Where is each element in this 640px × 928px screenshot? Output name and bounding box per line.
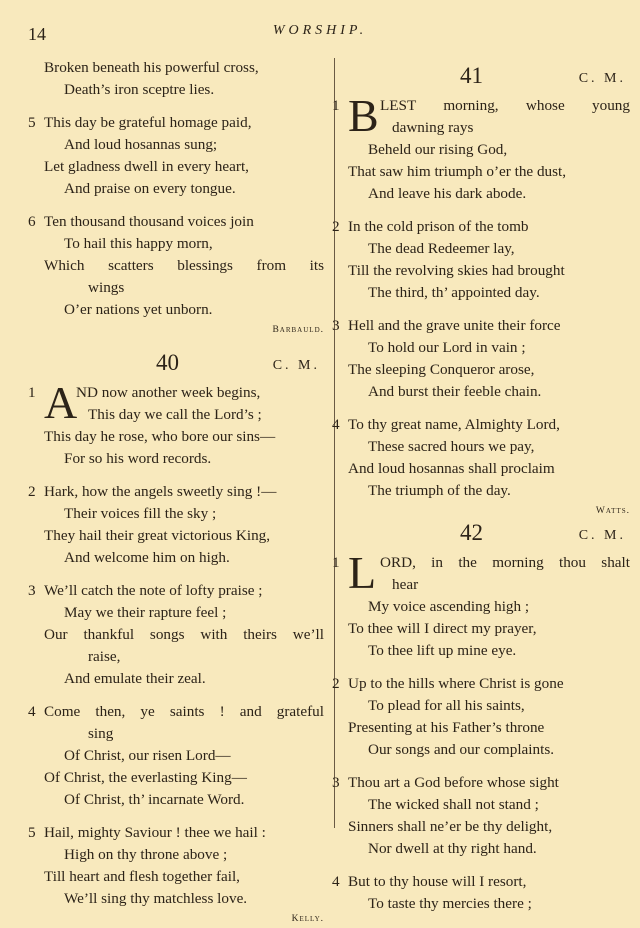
verse-line: High on thy throne above ; [64,846,228,863]
verse-line: 2 Hark, how the angels sweetly sing !— [28,481,324,503]
verse-line: And emulate their zeal. [64,670,206,687]
verse-line: Presenting at his Father’s throne [348,719,545,736]
verse-number: 2 [332,218,340,235]
verse-line: This day we call the Lord’s ; [88,406,262,423]
verse-line: sing [88,725,114,742]
verse-line: 1 B LEST morning, whose young [332,90,630,141]
hymn-number: 41 [460,63,483,88]
verse-line: They hail their great victorious King, [44,527,271,544]
verse-number: 6 [28,213,36,230]
verse-line: And burst their feeble chain. [368,383,542,400]
author-credit: Watts. [595,506,630,516]
verse-line: Broken beneath his powerful cross, [44,59,259,76]
verse-line: Of Christ, our risen Lord— [64,747,231,764]
verse-line: That saw him triumph o’er the dust, [348,163,567,180]
verse-number: 4 [28,703,36,720]
verse-line: Sinners shall ne’er be thy delight, [348,818,553,835]
meter-label: C. M. [272,358,320,373]
verse-number: 3 [332,317,340,334]
verse-line: 4 But to thy house will I resort, [332,871,630,893]
verse-line: Of Christ, th’ incarnate Word. [64,791,245,808]
verse-line: And leave his dark abode. [368,185,527,202]
verse-line: Let gladness dwell in every heart, [44,158,249,175]
meter-label: C. M. [578,71,626,86]
verse-line: Beheld our rising God, [368,141,508,158]
verse-line: 3 We’ll catch the note of lofty praise ; [28,580,324,602]
verse-line: 2 Up to the hills where Christ is gone [332,673,630,695]
verse-line: To thee lift up mine eye. [368,642,517,659]
verse-number: 4 [332,416,340,433]
verse-line: 1 A ND now another week begins, [28,377,261,428]
verse-line: My voice ascending high ; [368,598,530,615]
verse-line: Till heart and flesh together fail, [44,868,240,885]
verse-line: Till the revolving skies had brought [348,262,565,279]
verse-number: 5 [28,824,36,841]
verse-line: The dead Redeemer lay, [368,240,515,257]
verse-line: May we their rapture feel ; [64,604,227,621]
verse-line: 4 To thy great name, Almighty Lord, [332,414,630,436]
verse-line: 5 This day be grateful homage paid, [28,112,324,134]
verse-number: 3 [28,582,36,599]
verse-number: 1 [332,554,340,571]
verse-line: Nor dwell at thy right hand. [368,840,537,857]
verse-number: 4 [332,873,340,890]
drop-cap: L [348,547,377,598]
verse-line: dawning rays [392,119,474,136]
verse-line: Of Christ, the everlasting King— [44,769,247,786]
verse-line: hear [392,576,419,593]
verse-line: These sacred hours we pay, [368,438,535,455]
verse-line: raise, [88,648,121,665]
verse-number: 5 [28,114,36,131]
verse-number: 1 [28,384,36,401]
meter-label: C. M. [578,528,626,543]
drop-cap: A [44,377,78,428]
verse-line: Our songs and our complaints. [368,741,555,758]
author-credit: Kelly. [291,914,324,924]
verse-number: 3 [332,774,340,791]
verse-line: The sleeping Conqueror arose, [348,361,535,378]
verse-line: Which scatters blessings from its [44,257,324,274]
left-column [28,57,324,928]
verse-line: To plead for all his saints, [368,697,525,714]
verse-line: 1 L ORD, in the morning thou shalt [332,547,630,598]
verse-line: And welcome him on high. [64,549,230,566]
verse-line: 4 Come then, ye saints ! and grateful [28,701,324,723]
verse-line: This day he rose, who bore our sins— [44,428,276,445]
page-number: 14 [28,24,46,44]
drop-cap: B [348,90,379,141]
verse-line: The third, th’ appointed day. [368,284,540,301]
hymn-header [332,520,630,552]
verse-line: Their voices fill the sky ; [64,505,217,522]
verse-line: To taste thy mercies there ; [368,895,532,912]
hymn-number: 40 [156,350,179,375]
verse-line: We’ll sing thy matchless love. [64,890,248,907]
hymn-number: 42 [460,520,483,545]
verse-line: For so his word records. [64,450,212,467]
verse-number: 1 [332,97,340,114]
verse-line: The wicked shall not stand ; [368,796,539,813]
verse-line: And loud hosannas shall proclaim [348,460,555,477]
verse-line: O’er nations yet unborn. [64,301,213,318]
verse-line: 2 In the cold prison of the tomb [332,216,630,238]
verse-line: And praise on every tongue. [64,180,236,197]
verse-line: And loud hosannas sung; [64,136,218,153]
verse-line: 5 Hail, mighty Saviour ! thee we hail : [28,822,324,844]
verse-line: To hail this happy morn, [64,235,213,252]
verse-line: Death’s iron sceptre lies. [64,81,215,98]
right-column [332,63,630,915]
verse-number: 2 [332,675,340,692]
verse-number: 2 [28,483,36,500]
verse-line: 3 Hell and the grave unite their force [332,315,630,337]
verse-line: 3 Thou art a God before whose sight [332,772,630,794]
verse-line: To hold our Lord in vain ; [368,339,526,356]
verse-line: 6 Ten thousand thousand voices join [28,211,324,233]
verse-line: To thee will I direct my prayer, [348,620,537,637]
verse-line: The triumph of the day. [368,482,511,499]
author-credit: Barbauld. [272,325,324,335]
running-head: WORSHIP. [272,23,368,38]
verse-line: Our thankful songs with theirs we’ll [44,626,324,643]
verse-line: wings [88,279,125,296]
